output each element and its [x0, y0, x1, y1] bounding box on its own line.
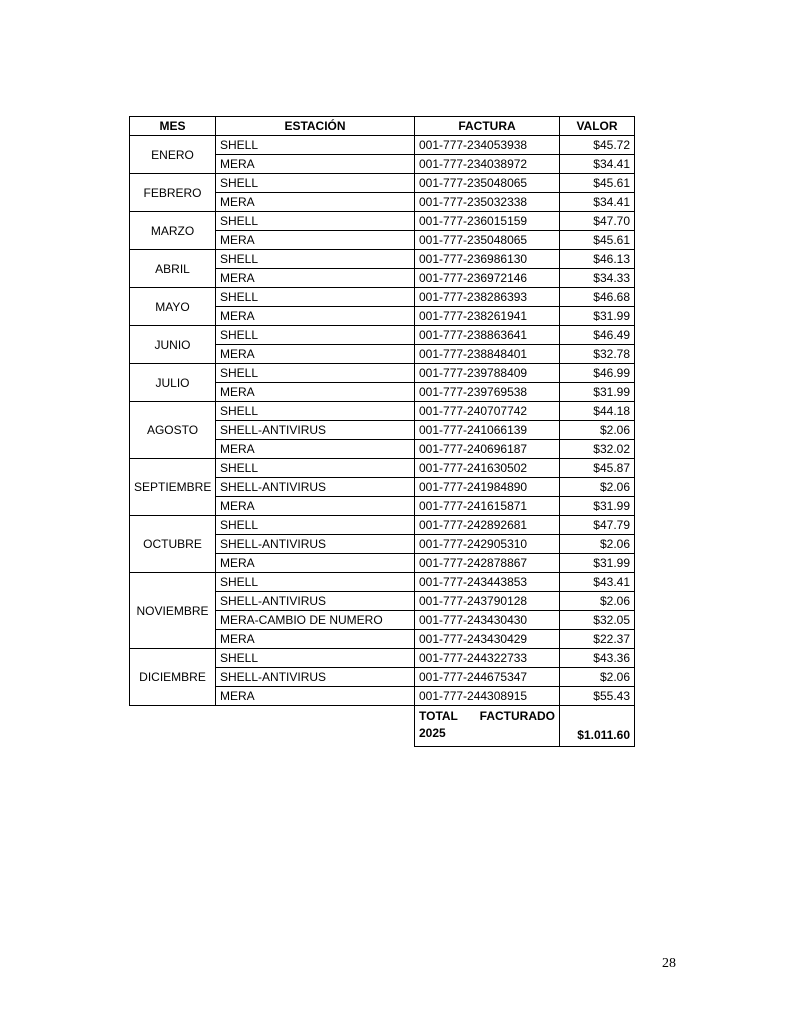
value-cell: $55.43	[560, 687, 635, 706]
station-cell: SHELL-ANTIVIRUS	[216, 421, 415, 440]
station-cell: SHELL	[216, 402, 415, 421]
invoice-cell: 001-777-238286393	[415, 288, 560, 307]
month-cell: FEBRERO	[130, 174, 216, 212]
value-cell: $45.87	[560, 459, 635, 478]
value-cell: $45.72	[560, 136, 635, 155]
value-cell: $34.41	[560, 155, 635, 174]
invoice-cell: 001-777-238261941	[415, 307, 560, 326]
invoice-cell: 001-777-235048065	[415, 174, 560, 193]
month-cell: SEPTIEMBRE	[130, 459, 216, 516]
table-row	[130, 459, 635, 478]
value-cell: $44.18	[560, 402, 635, 421]
station-cell: SHELL	[216, 212, 415, 231]
invoice-cell: 001-777-243443853	[415, 573, 560, 592]
value-cell: $43.36	[560, 649, 635, 668]
billing-table	[129, 116, 635, 747]
station-cell: SHELL	[216, 573, 415, 592]
value-cell: $22.37	[560, 630, 635, 649]
total-blank-cell	[130, 706, 216, 747]
value-cell: $31.99	[560, 497, 635, 516]
table-row	[130, 212, 635, 231]
station-cell: SHELL-ANTIVIRUS	[216, 668, 415, 687]
station-cell: MERA	[216, 345, 415, 364]
station-cell: MERA	[216, 231, 415, 250]
value-cell: $45.61	[560, 231, 635, 250]
value-cell: $46.49	[560, 326, 635, 345]
total-blank-cell	[216, 706, 415, 747]
station-cell: MERA	[216, 193, 415, 212]
invoice-cell: 001-777-236972146	[415, 269, 560, 288]
value-cell: $45.61	[560, 174, 635, 193]
header-month: MES	[130, 117, 216, 136]
page-number: 28	[662, 956, 676, 971]
table-row	[130, 649, 635, 668]
invoice-cell: 001-777-241615871	[415, 497, 560, 516]
value-cell: $34.41	[560, 193, 635, 212]
month-cell: JUNIO	[130, 326, 216, 364]
invoice-cell: 001-777-236015159	[415, 212, 560, 231]
month-cell: MARZO	[130, 212, 216, 250]
invoice-cell: 001-777-241630502	[415, 459, 560, 478]
value-cell: $46.99	[560, 364, 635, 383]
station-cell: MERA	[216, 440, 415, 459]
total-row	[130, 706, 635, 747]
station-cell: MERA	[216, 383, 415, 402]
invoice-cell: 001-777-238863641	[415, 326, 560, 345]
invoice-cell: 001-777-244322733	[415, 649, 560, 668]
invoice-cell: 001-777-238848401	[415, 345, 560, 364]
month-cell: DICIEMBRE	[130, 649, 216, 706]
station-cell: SHELL	[216, 649, 415, 668]
table-row	[130, 402, 635, 421]
value-cell: $2.06	[560, 668, 635, 687]
month-cell: AGOSTO	[130, 402, 216, 459]
month-cell: ABRIL	[130, 250, 216, 288]
invoice-cell: 001-777-234038972	[415, 155, 560, 174]
value-cell: $31.99	[560, 383, 635, 402]
invoice-cell: 001-777-239788409	[415, 364, 560, 383]
month-cell: JULIO	[130, 364, 216, 402]
station-cell: SHELL	[216, 459, 415, 478]
invoice-cell: 001-777-243430429	[415, 630, 560, 649]
invoice-cell: 001-777-242905310	[415, 535, 560, 554]
station-cell: MERA	[216, 630, 415, 649]
station-cell: MERA	[216, 554, 415, 573]
station-cell: MERA	[216, 687, 415, 706]
station-cell: MERA	[216, 269, 415, 288]
station-cell: MERA	[216, 155, 415, 174]
invoice-cell: 001-777-244675347	[415, 668, 560, 687]
invoice-cell: 001-777-236986130	[415, 250, 560, 269]
invoice-cell: 001-777-240707742	[415, 402, 560, 421]
value-cell: $47.79	[560, 516, 635, 535]
value-cell: $34.33	[560, 269, 635, 288]
value-cell: $2.06	[560, 478, 635, 497]
station-cell: SHELL	[216, 326, 415, 345]
station-cell: SHELL	[216, 364, 415, 383]
invoice-cell: 001-777-244308915	[415, 687, 560, 706]
total-label-year: 2025	[419, 726, 446, 740]
value-cell: $2.06	[560, 421, 635, 440]
station-cell: SHELL	[216, 516, 415, 535]
station-cell: MERA	[216, 307, 415, 326]
station-cell: SHELL-ANTIVIRUS	[216, 535, 415, 554]
table-row	[130, 288, 635, 307]
invoice-cell: 001-777-234053938	[415, 136, 560, 155]
station-cell: MERA-CAMBIO DE NUMERO	[216, 611, 415, 630]
invoice-cell: 001-777-243790128	[415, 592, 560, 611]
month-cell: OCTUBRE	[130, 516, 216, 573]
table-row	[130, 136, 635, 155]
station-cell: SHELL	[216, 288, 415, 307]
value-cell: $43.41	[560, 573, 635, 592]
invoice-cell: 001-777-235032338	[415, 193, 560, 212]
invoice-cell: 001-777-239769538	[415, 383, 560, 402]
header-station: ESTACIÓN	[216, 117, 415, 136]
value-cell: $46.13	[560, 250, 635, 269]
header-row	[130, 117, 635, 136]
value-cell: $46.68	[560, 288, 635, 307]
table-row	[130, 364, 635, 383]
header-invoice: FACTURA	[415, 117, 560, 136]
month-cell: MAYO	[130, 288, 216, 326]
station-cell: MERA	[216, 497, 415, 516]
invoice-cell: 001-777-241984890	[415, 478, 560, 497]
value-cell: $32.78	[560, 345, 635, 364]
value-cell: $47.70	[560, 212, 635, 231]
total-label	[415, 706, 560, 747]
station-cell: SHELL	[216, 174, 415, 193]
station-cell: SHELL-ANTIVIRUS	[216, 592, 415, 611]
value-cell: $32.05	[560, 611, 635, 630]
station-cell: SHELL-ANTIVIRUS	[216, 478, 415, 497]
invoice-cell: 001-777-240696187	[415, 440, 560, 459]
value-cell: $31.99	[560, 307, 635, 326]
value-cell: $2.06	[560, 592, 635, 611]
table-body	[130, 136, 635, 706]
value-cell: $32.02	[560, 440, 635, 459]
table-row	[130, 250, 635, 269]
value-cell: $2.06	[560, 535, 635, 554]
invoice-cell: 001-777-241066139	[415, 421, 560, 440]
table-row	[130, 516, 635, 535]
total-value: $1.011.60	[560, 706, 635, 747]
station-cell: SHELL	[216, 136, 415, 155]
total-label-word1: TOTAL	[419, 709, 458, 723]
table-row	[130, 174, 635, 193]
value-cell: $31.99	[560, 554, 635, 573]
invoice-cell: 001-777-242878867	[415, 554, 560, 573]
header-value: VALOR	[560, 117, 635, 136]
invoice-cell: 001-777-235048065	[415, 231, 560, 250]
table-row	[130, 326, 635, 345]
invoice-cell: 001-777-242892681	[415, 516, 560, 535]
total-label-word2: FACTURADO	[479, 709, 555, 723]
invoice-cell: 001-777-243430430	[415, 611, 560, 630]
month-cell: ENERO	[130, 136, 216, 174]
station-cell: SHELL	[216, 250, 415, 269]
month-cell: NOVIEMBRE	[130, 573, 216, 649]
table-row	[130, 573, 635, 592]
